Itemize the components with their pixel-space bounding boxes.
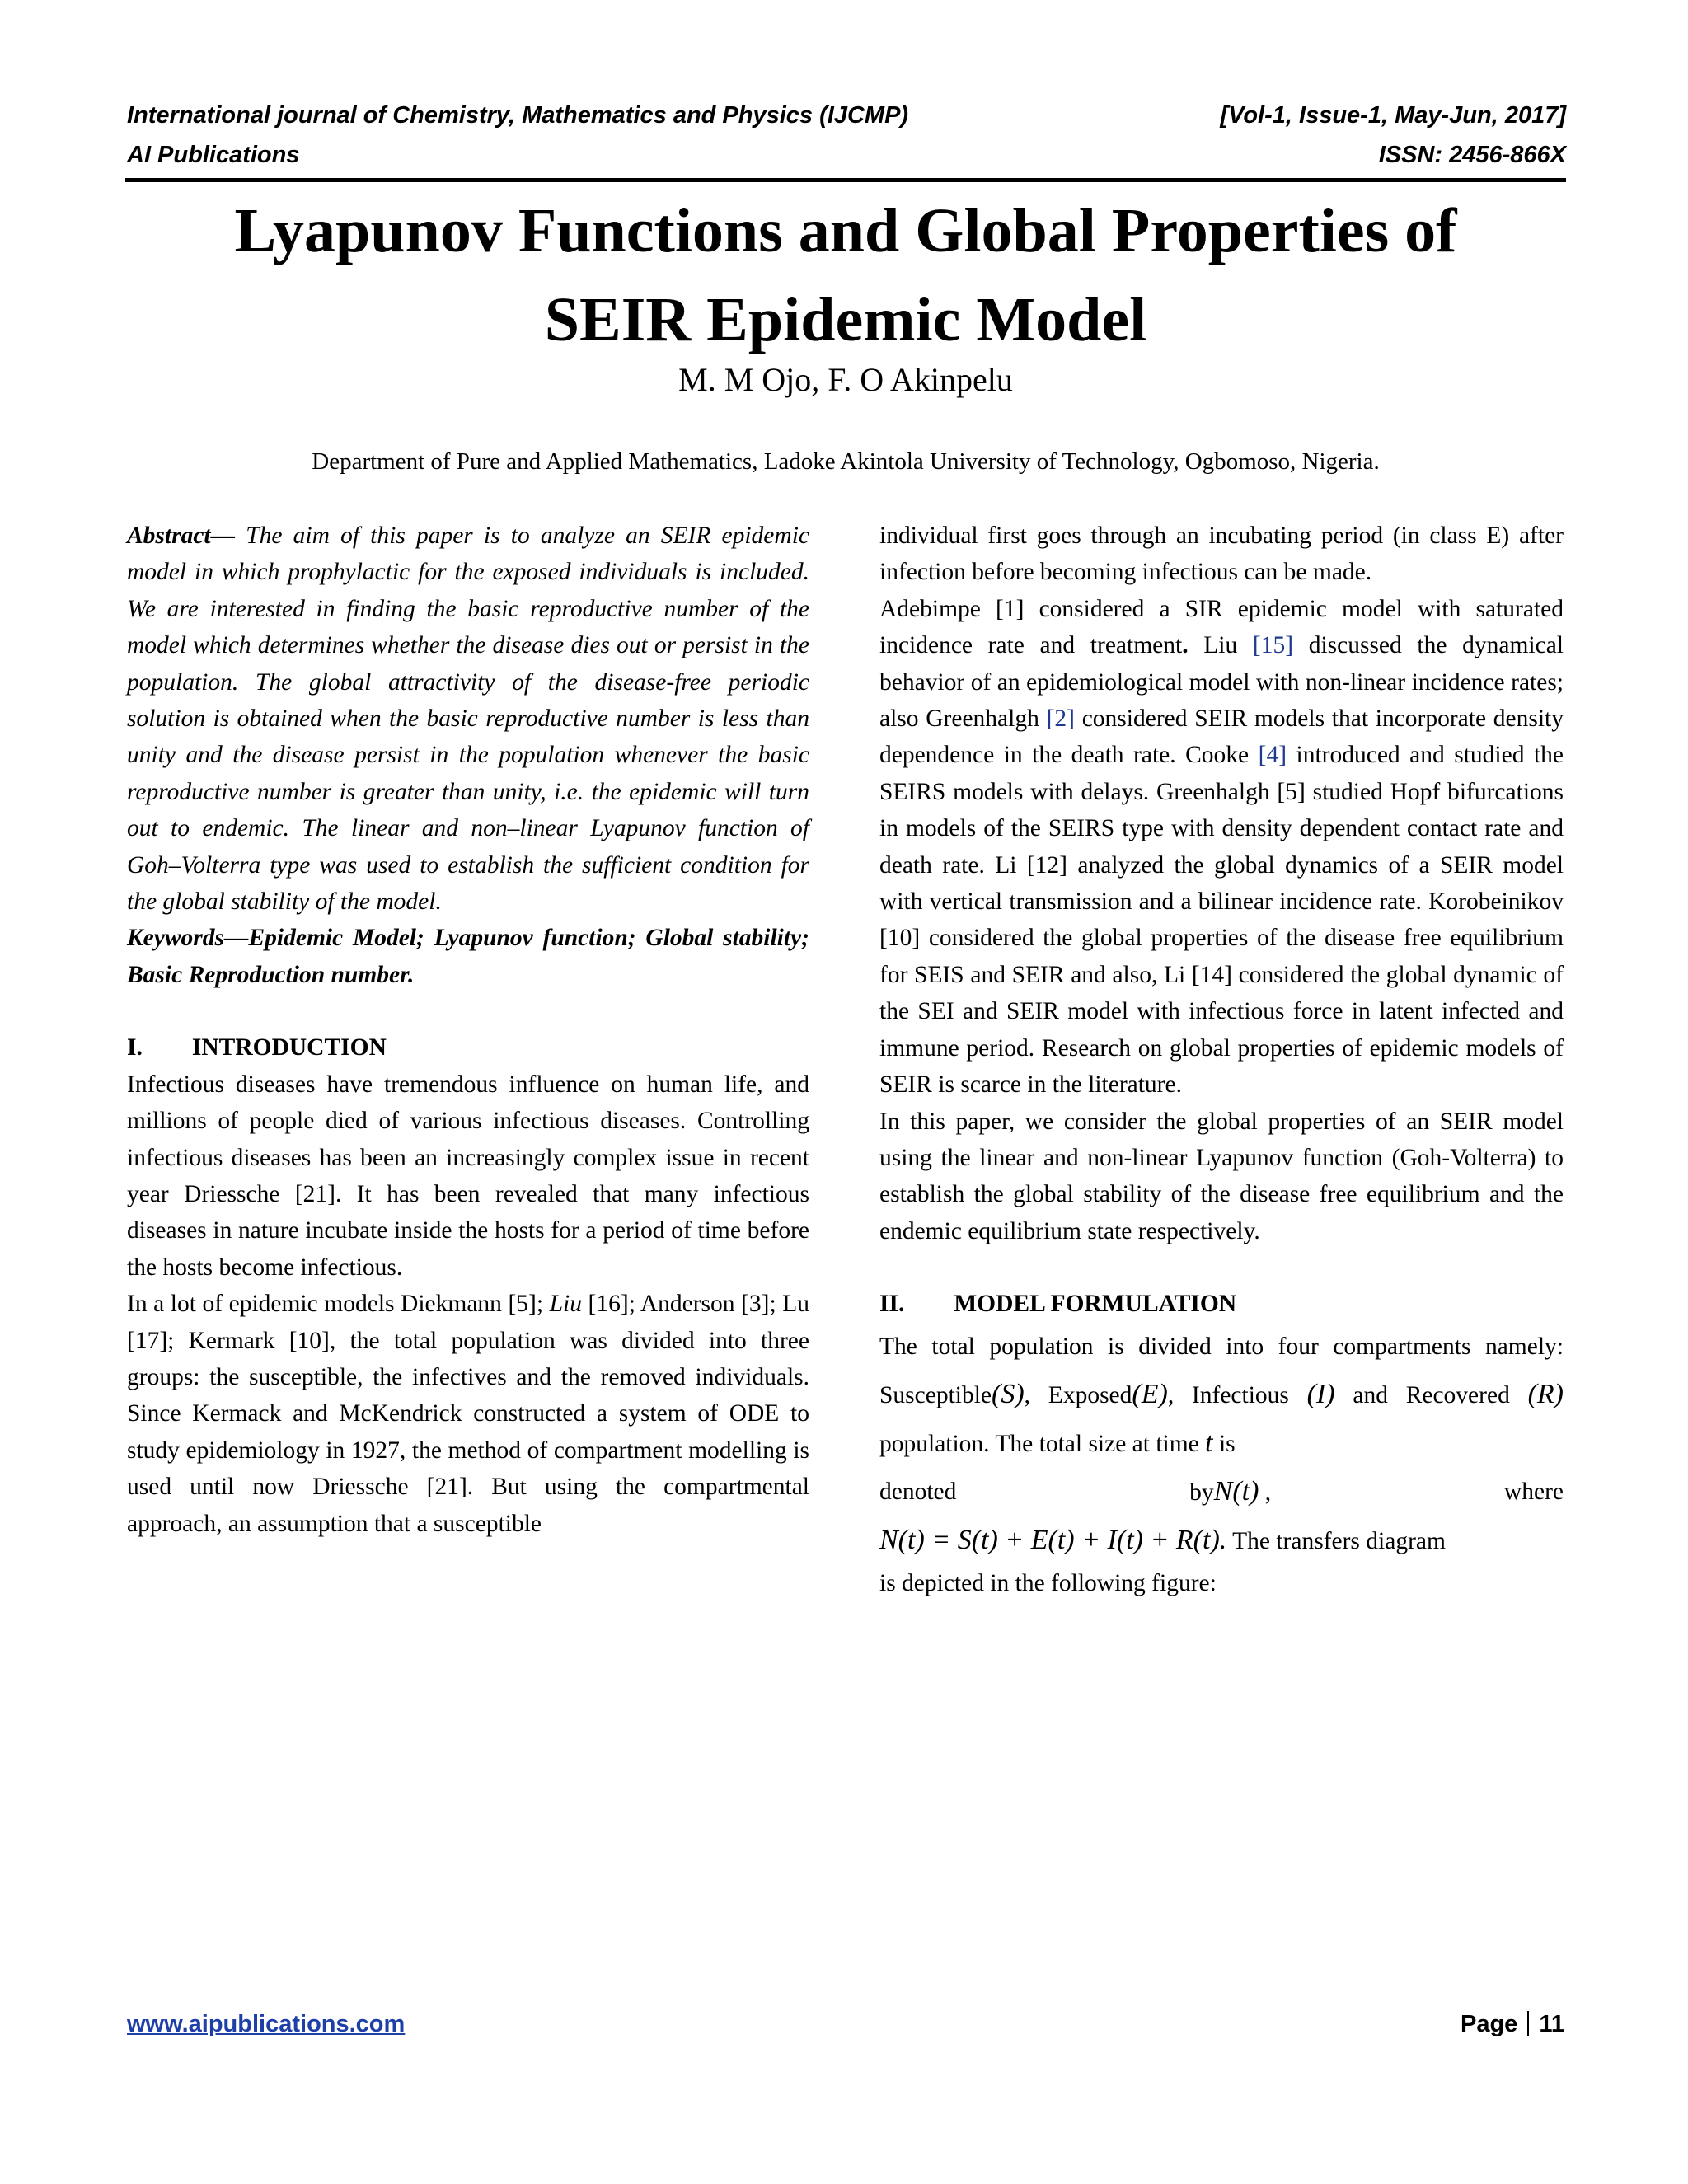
section-title: INTRODUCTION [191,1034,387,1062]
text-run: The total population is divided into four compartments namely: Susceptible [879,1333,1564,1408]
text-run: by [1189,1479,1214,1506]
keywords: Keywords—Epidemic Model; Lyapunov function; Global stability; Basic Reproduction number. [127,925,809,988]
page-separator [1527,2011,1529,2036]
text-run: denoted [879,1478,957,1505]
header-rule [125,178,1566,182]
intro-paragraph-2 [127,1286,809,1542]
page-label: Page [1461,2011,1518,2037]
intro-paragraph-2-continued: individual first goes through an incubating period (in class E) after infection before becoming infectious can be made. [879,523,1564,586]
text-line: is depicted in the following figure: [879,1569,1217,1596]
math-population-equation: N(t) = S(t) + E(t) + I(t) + R(t). [879,1524,1227,1555]
math-R: (R) [1527,1378,1564,1409]
text-run [1189,1468,1271,1516]
running-header-line1 [127,99,1566,132]
math-t: t [1205,1427,1213,1458]
text-run: population. The total size at time [879,1430,1206,1457]
citation-link[interactable]: [4] [1258,742,1287,769]
text-run: where [1503,1478,1564,1505]
text-run: and Recovered [1334,1381,1528,1408]
section-heading-introduction [127,1029,809,1066]
text-run: Adebimpe [1] considered a SIR epidemic model with saturated incidence rate and treatment [879,595,1564,659]
title-line-1: Lyapunov Functions and Global Properties of [234,196,1457,265]
math-I: (I) [1306,1378,1335,1409]
text-run: introduced and studied the SEIRS models with delays. Greenhalgh [5] studied Hopf bifurcations in models of the SEIRS type with density dependent contact rate and death rate. Li [12] analyzed the global dynamics of a SEIR model with vertical transmission and a bilinear incidence rate. Korobeinikov [10] considered the global properties of the disease free equilibrium for SEIS and SEIR and also, Li [14] considered the global dynamic of the SEI and SEIR model with infectious force in latent infected and immune period. Research on global properties of epidemic models of SEIR is scarce in the literature. [879,742,1564,1099]
text-run: considered SEIR models that incorporate density dependence in the death rate. Cooke [879,705,1564,769]
spacer [879,1249,1564,1286]
section-title: MODEL FORMULATION [954,1291,1237,1318]
math-S: (S) [992,1378,1025,1409]
spacer [127,993,809,1029]
issn: ISSN: 2456-866X [1378,142,1566,168]
citation-link[interactable]: [15] [1252,632,1294,659]
section-number: II. [879,1291,905,1318]
left-column [127,518,809,1542]
page-number: 11 [1539,2011,1564,2037]
text-run: , [1259,1479,1272,1506]
denoted-line [879,1468,1564,1516]
citation-link[interactable]: [2] [1046,705,1075,733]
text-run: Liu [1188,632,1253,659]
paper-title [125,186,1566,364]
right-column [879,518,1564,1601]
text-run: is [1212,1430,1236,1457]
footer-website-link[interactable]: www.aipublications.com [127,2011,406,2037]
text-run-italic: Liu [549,1291,582,1318]
abstract-label: Abstract— [127,523,236,549]
abstract [127,518,809,920]
volume-issue: [Vol-1, Issue-1, May-Jun, 2017] [1220,102,1566,129]
publisher-name: AI Publications [127,142,300,168]
text-run: The transfers diagram [1226,1527,1446,1554]
intro-paragraph-3 [879,591,1564,1104]
intro-paragraph-4: In this paper, we consider the global properties of an SEIR model using the linear and non-linear Lyapunov function (Goh-Volterra) to establish the global stability of the disease free equilibrium and the endemic equilibrium state respectively. [879,1108,1564,1244]
text-run: , Infectious [1167,1381,1307,1408]
affiliation: Department of Pure and Applied Mathematics, Ladoke Akintola University of Technology, Ogbomoso, Nigeria. [312,448,1380,475]
section-heading-model-formulation [879,1286,1564,1322]
math-E: (E) [1132,1378,1168,1409]
running-header-line2 [127,138,1566,171]
section-number: I. [127,1034,143,1062]
title-line-2: SEIR Epidemic Model [544,285,1147,354]
text-run: In a lot of epidemic models Diekmann [5]; [127,1291,550,1318]
abstract-text: The aim of this paper is to analyze an SEIR epidemic model in which prophylactic for the exposed individuals is included. We are interested in finding the basic reproductive number of the model which determines whether the disease dies out or persist in the population. The global attractivity of the disease-free periodic solution is obtained when the basic reproductive number is less than unity and the disease persist in the population whenever the basic reproductive number is greater than unity, i.e. the epidemic will turn out to endemic. The linear and non–linear Lyapunov function of Goh–Volterra type was used to establish the sufficient condition for the global stability of the model. [127,523,809,916]
authors: M. M Ojo, F. O Akinpelu [678,361,1013,398]
model-paragraph-1 [879,1323,1564,1468]
text-run: [16]; Anderson [3]; Lu [17]; Kermark [10], the total population was divided into three groups: the susceptible, the infectives and the removed individuals. Since Kermack and McKendrick constructed a system of ODE to study epidemiology in 1927, the method of compartment modelling is used until now Driessche [21]. But using the compartmental approach, an assumption that a susceptible [127,1291,809,1537]
text-run-bold: . [1182,632,1189,659]
equation-line [879,1516,1564,1565]
text-run: discussed the dynamical behavior of an epidemiological model with non-linear incidence rates; also Greenhalgh [879,632,1564,733]
footer-page-number [1461,2011,1564,2038]
intro-paragraph-1: Infectious diseases have tremendous influence on human life, and millions of people died of various infectious diseases. Controlling infectious diseases has been an increasingly complex issue in recent year Driessche [21]. It has been revealed that many infectious diseases in nature incubate inside the hosts for a period of time before the hosts become infectious. [127,1071,809,1281]
math-Nt: N(t) [1213,1475,1259,1507]
journal-name: International journal of Chemistry, Mathematics and Physics (IJCMP) [127,102,909,129]
text-run: , Exposed [1024,1381,1132,1408]
